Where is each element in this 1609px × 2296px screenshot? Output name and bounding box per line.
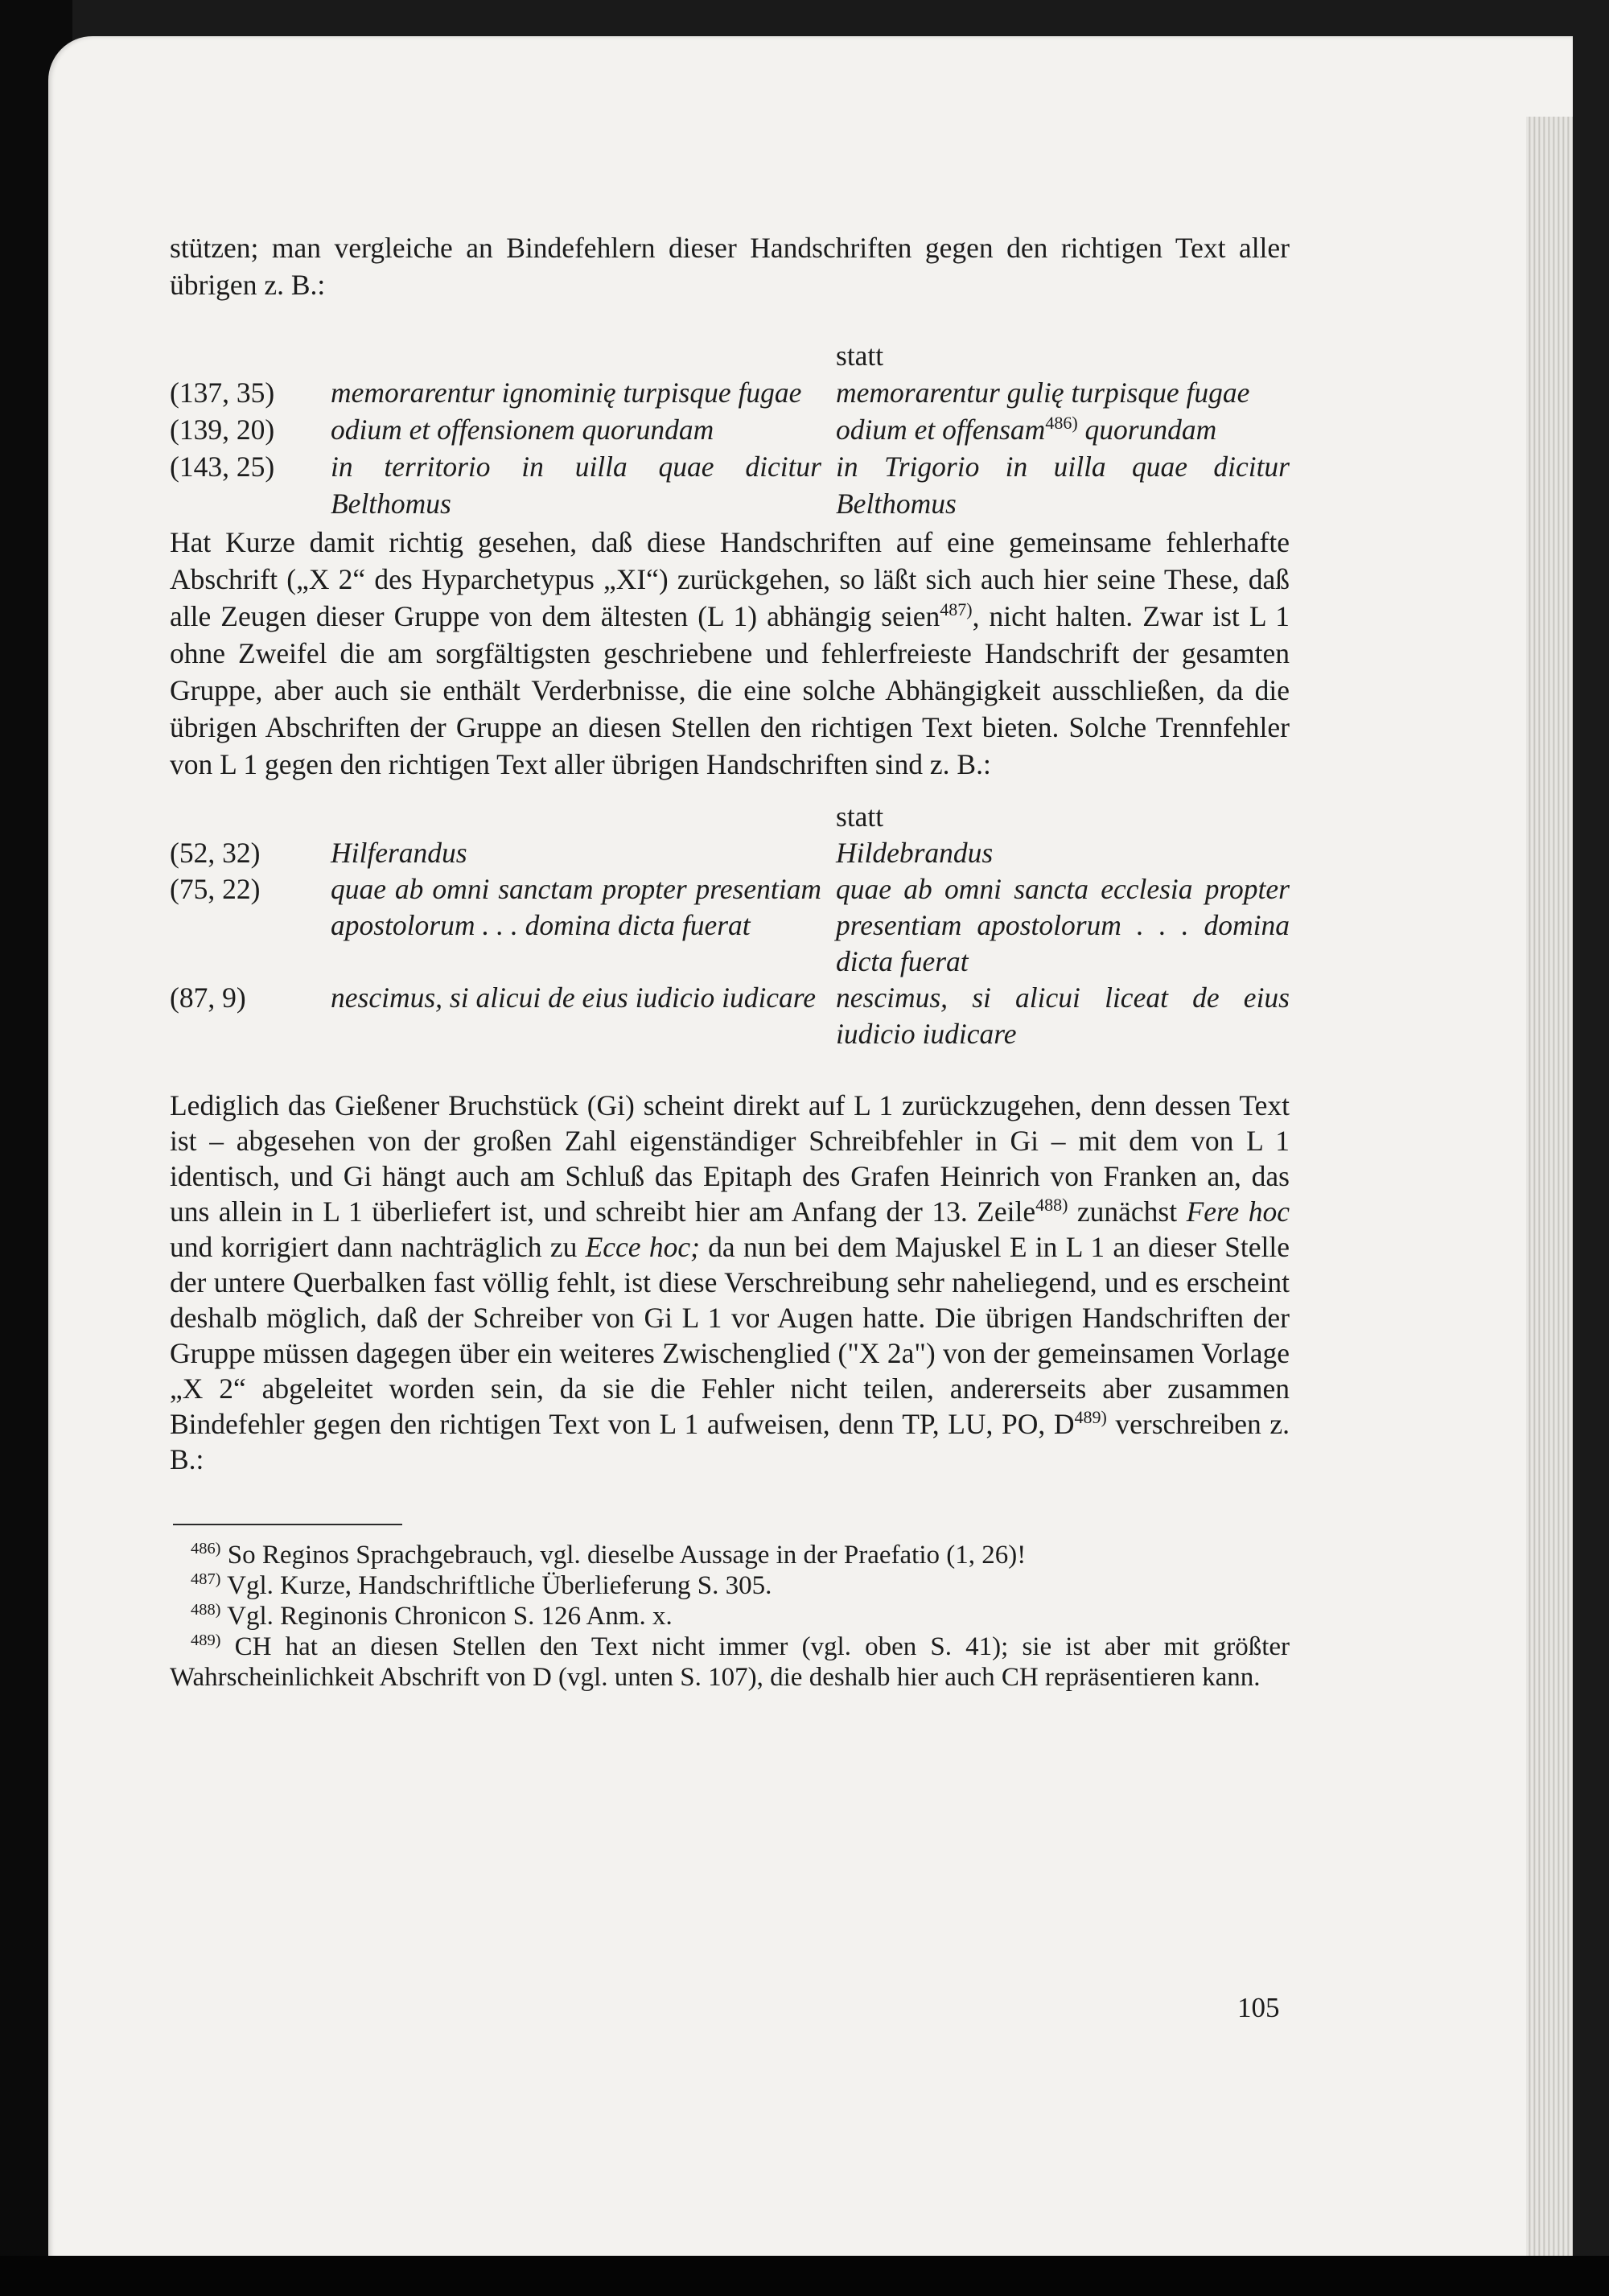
- footnote: $^{487)}$ Vgl. Kurze, Handschriftliche Überlieferung S. 305.: [191, 1570, 772, 1600]
- footnote-ref: 489): [1074, 1406, 1107, 1427]
- paragraph-text: Hat Kurze damit richtig gesehen, daß diese Handschriften auf eine gemeinsame fehlerhafte Abschrift („X 2“ des Hyparchetypus „XI“) zurückgehen, so läßt sich auch hier seine These, daß alle Zeugen dieser Gruppe von dem ältesten (L 1) abhängig seien: [170, 526, 1290, 632]
- erroneous-reading: quae ab omni sanctam propter presentiam apostolorum . . . domina dicta fuerat: [331, 873, 821, 941]
- reading-text: odium et offensam: [836, 414, 1046, 446]
- footnote-text: So Reginos Sprachgebrauch, vgl. dieselbe Aussage in der Praefatio (1, 26)!: [220, 1541, 1027, 1570]
- erroneous-reading: nescimus, si alicui de eius iudicio iudicare: [331, 981, 817, 1014]
- footnote: $^{486)}$ So Reginos Sprachgebrauch, vgl. dieselbe Aussage in der Praefatio (1, 26)!: [191, 1539, 1027, 1570]
- paragraph-text: da nun bei dem Majuskel E in L 1 an dieser Stelle der untere Querbalken fast völlig fehlt, ist diese Verschreibung sehr naheliegend, und es erscheint deshalb möglich, daß der Schreiber von Gi L 1 vor Augen hatte. Die übrigen Handschriften der Gruppe müssen dagegen über ein weiteres Zwischenglied ("X 2a") von der gemeinsamen Vorlage „X 2“ abgeleitet worden sein, da sie die Fehler nicht teilen, andererseits aber zusammen Bindefehler gegen den richtigen Text von L 1 aufweisen, denn TP, LU, PO, D: [170, 1231, 1290, 1440]
- footnote-ref: 486): [1045, 412, 1078, 433]
- footnote-text: CH hat an diesen Stellen den Text nicht immer (vgl. oben S. 41); sie ist aber mit größter Wahrscheinlichkeit Abschrift von D (vgl. unten S. 107), die deshalb hier auch CH repräsentieren kann.: [170, 1632, 1290, 1692]
- page-edges: [1526, 117, 1573, 2257]
- row-reference: (143, 25): [170, 451, 275, 483]
- footnote: $^{489)}$ CH hat an diesen Stellen den Text nicht immer (vgl. oben S. 41); sie ist aber mit größter Wahrscheinlichkeit Abschrift von D (vgl. unten S. 107), die deshalb hier auch CH repräsentieren kann.: [170, 1631, 1290, 1692]
- paragraph-giessen: [170, 1088, 1290, 1477]
- table-row: [170, 835, 1290, 871]
- table-row: [170, 374, 1290, 411]
- paragraph-text: , nicht halten. Zwar ist L 1 ohne Zweifel die am sorgfältigsten geschriebene und fehlerfreieste Handschrift der gesamten Gruppe, aber auch sie enthält Verderbnisse, die eine solche Abhängigkeit ausschließen, da die übrigen Abschriften der Gruppe an diesen Stellen den richtigen Text bieten. Solche Trennfehler von L 1 gegen den richtigen Text aller übrigen Handschriften sind z. B.:: [170, 600, 1290, 780]
- paragraph-text: und korrigiert dann nachträglich zu: [170, 1231, 586, 1263]
- statt-label: statt: [836, 800, 884, 833]
- footnote: $^{488)}$ Vgl. Reginonis Chronicon S. 126 Anm. x.: [191, 1600, 673, 1631]
- correct-reading: [836, 411, 1290, 448]
- correct-reading: nescimus, si alicui liceat de eius iudicio iudicare: [836, 981, 1290, 1050]
- table-row: [170, 448, 1290, 522]
- erroneous-reading: in territorio in uilla quae dicitur Belthomus: [331, 451, 821, 520]
- paragraph-trennfehler: [170, 524, 1290, 783]
- table-row: [170, 411, 1290, 448]
- paragraph-text: zunächst: [1068, 1195, 1187, 1228]
- footnote-text: Vgl. Reginonis Chronicon S. 126 Anm. x.: [220, 1602, 673, 1631]
- erroneous-reading: memorarentur ignominię turpisque fugae: [331, 376, 802, 409]
- table-row: [170, 980, 1290, 1052]
- scan-background-bottom: [0, 2256, 1609, 2296]
- row-reference: (139, 20): [170, 414, 275, 446]
- correct-reading: Hildebrandus: [836, 837, 994, 869]
- paragraph-text: verschreiben z. B.:: [170, 1408, 1290, 1475]
- table-row: [170, 871, 1290, 980]
- comparison-table-1: [170, 337, 1290, 522]
- correct-reading: quae ab omni sancta ecclesia propter presentiam apostolorum . . . domina dicta fuerat: [836, 873, 1290, 977]
- row-reference: (75, 22): [170, 873, 261, 905]
- italic-quote: Fere hoc: [1186, 1195, 1290, 1228]
- italic-quote: Ecce hoc;: [585, 1231, 700, 1263]
- intro-paragraph: stützen; man vergleiche an Bindefehlern dieser Handschriften gegen den richtigen Text aller übrigen z. B.:: [170, 232, 1290, 301]
- statt-label: statt: [836, 339, 884, 372]
- comparison-table-2: [170, 799, 1290, 1052]
- reading-text: quorundam: [1077, 414, 1217, 446]
- paragraph-text: Lediglich das Gießener Bruchstück (Gi) scheint direkt auf L 1 zurückzugehen, denn dessen Text ist – abgesehen von der großen Zahl eigenständiger Schreibfehler in Gi – mit dem von L 1 identisch, und Gi hängt auch am Schluß das Epitaph des Grafen Heinrich von Franken an, das uns allein in L 1 überliefert ist, und schreibt hier am Anfang der 13. Zeile: [170, 1089, 1290, 1228]
- footnote-ref: 487): [940, 599, 973, 619]
- footnote-text: Vgl. Kurze, Handschriftliche Überlieferung S. 305.: [220, 1571, 772, 1600]
- page-number: 105: [1237, 1992, 1280, 2023]
- erroneous-reading: Hilferandus: [331, 837, 467, 869]
- footnote-ref: 488): [1035, 1194, 1068, 1215]
- row-reference: (137, 35): [170, 376, 275, 409]
- footnote-rule: [173, 1524, 402, 1525]
- row-reference: (87, 9): [170, 981, 246, 1014]
- footnotes: [170, 1524, 1290, 1693]
- erroneous-reading: odium et offensionem quorundam: [331, 414, 714, 446]
- row-reference: (52, 32): [170, 837, 261, 869]
- correct-reading: in Trigorio in uilla quae dicitur Belthomus: [836, 451, 1290, 520]
- correct-reading: memorarentur gulię turpisque fugae: [836, 376, 1250, 409]
- page-content: [170, 229, 1290, 1693]
